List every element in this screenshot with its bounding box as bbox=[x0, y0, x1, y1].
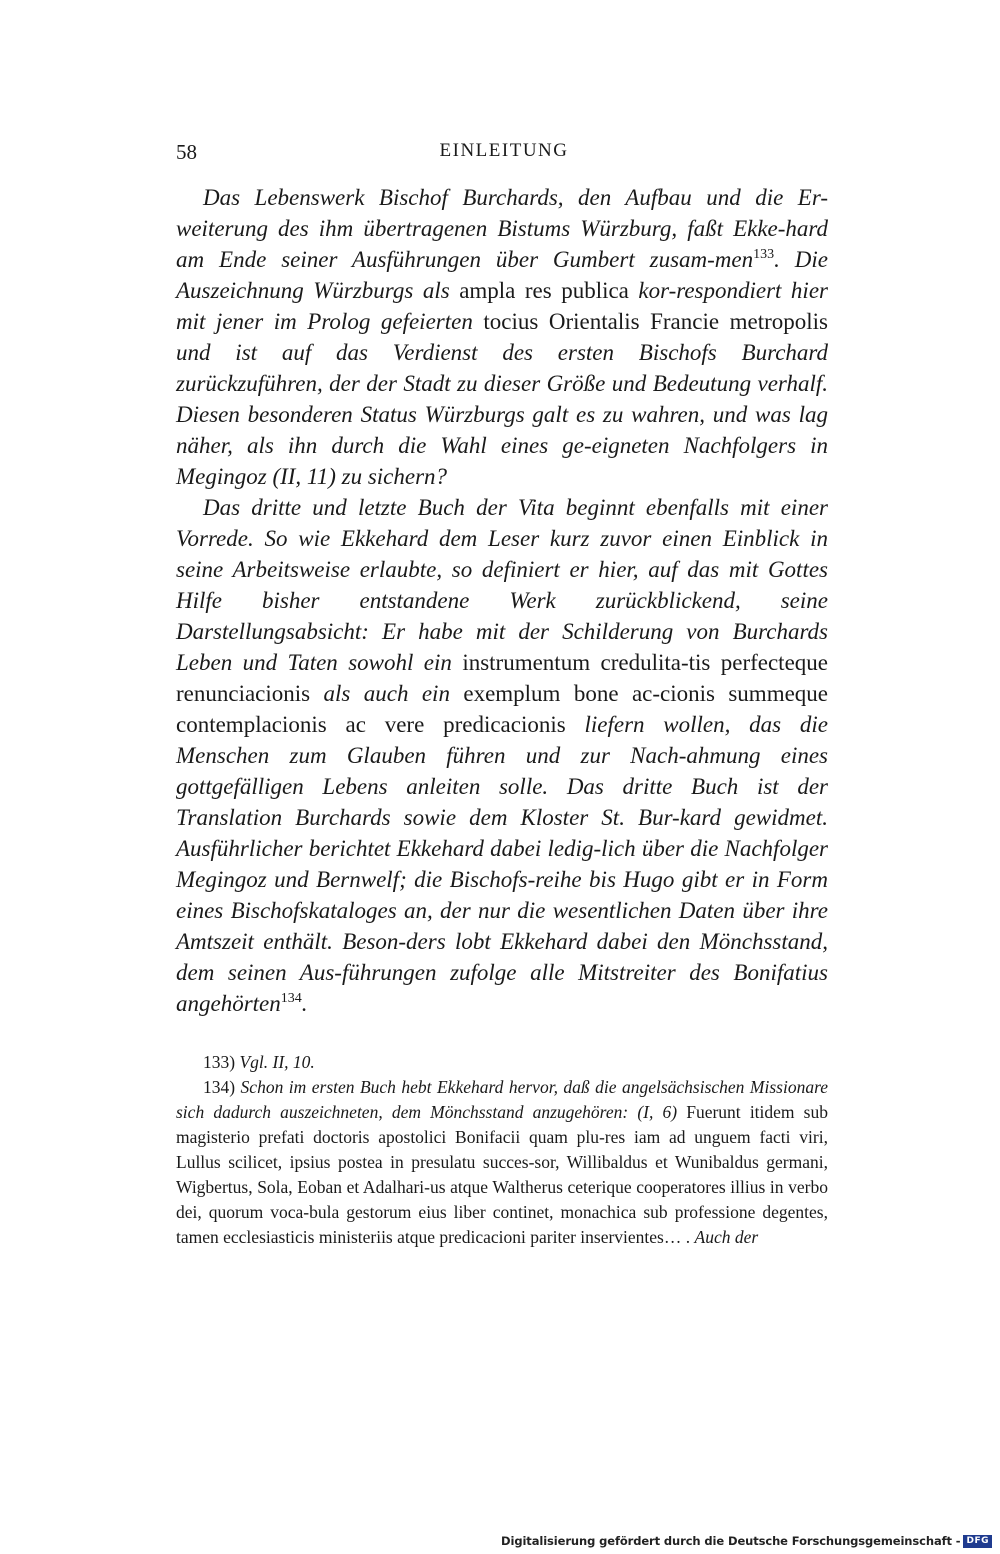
text-run: . bbox=[301, 991, 308, 1016]
text-run: kor-respondiert hier mit jener im Prolog gefeierten bbox=[176, 278, 828, 334]
main-text bbox=[176, 182, 828, 1019]
paragraph-1 bbox=[176, 182, 828, 492]
latin-quote: ampla res publica bbox=[459, 278, 629, 303]
footnote-text: Auch der bbox=[694, 1227, 759, 1247]
dfg-logo: DFG bbox=[963, 1535, 992, 1548]
footnote-number: 134) bbox=[203, 1077, 241, 1097]
digitization-credit bbox=[501, 1534, 992, 1548]
text-run: und ist auf das Verdienst des ersten Bischofs Burchard zurückzuführen, der der Stadt zu dieser Größe und Bedeutung verhalf. Diesen besonderen Status Würzburgs galt es zu wahren, und was lag näher, als ihn durch die Wahl eines ge-eigneten Nachfolgers in Megingoz (II, 11) zu sichern? bbox=[176, 340, 828, 489]
footnote-number: 133) bbox=[203, 1052, 240, 1072]
running-head: EINLEITUNG bbox=[439, 140, 569, 161]
text-run: liefern wollen, das die Menschen zum Glauben führen und zur Nach-ahmung eines gottgefälligen Lebens anleiten solle. Das dritte Buch ist der Translation Burchards sowie dem Kloster St. Bur-kard gewidmet. Ausführlicher berichtet Ekkehard dabei ledig-lich über die Nachfolger Megingoz und Bernwelf; die Bischofs-reihe bis Hugo gibt er in Form eines Bischofskataloges an, der nur die wesentlichen Daten über ihre Amtszeit enthält. Beson-ders lobt Ekkehard dabei den Mönchsstand, dem seinen Aus-führungen zufolge alle Mitstreiter des Bonifatius angehörten bbox=[176, 712, 829, 1016]
text-run: als auch ein bbox=[310, 681, 464, 706]
text-run: . Die Auszeichnung Würzburgs als bbox=[176, 247, 828, 303]
text-run: Das dritte und letzte Buch der Vita beginnt ebenfalls mit einer Vorrede. So wie Ekkehard dem Leser kurz zuvor einen Einblick in seine Arbeitsweise erlaubte, so definiert er hier, auf das mit Gottes Hilfe bisher entstandene Werk zurückblickend, seine Darstellungsabsicht: Er habe mit der Schilderung von Burchards Leben und Taten sowohl ein bbox=[176, 495, 828, 675]
footnote-text: Vgl. II, 10. bbox=[239, 1052, 315, 1072]
footnote-133 bbox=[176, 1050, 828, 1075]
paragraph-2 bbox=[176, 492, 828, 1019]
footnote-ref-133: 133 bbox=[753, 247, 775, 262]
page-number: 58 bbox=[176, 140, 197, 164]
latin-quote: exemplum bone ac-cionis summeque contemplacionis ac vere predicacionis bbox=[176, 681, 828, 737]
latin-quote: instrumentum credulita-tis perfecteque renunciacionis bbox=[176, 650, 828, 706]
latin-quote: tocius Orientalis Francie metropolis bbox=[483, 309, 828, 334]
latin-quote: Fuerunt itidem sub magisterio prefati doctoris apostolici Bonifacii quam plu-res iam ad unguem facti viri, Lullus scilicet, ipsius postea in presulatu succes-sor, Willibaldus et Wunibaldus germani, Wigbertus, Sola, Eoban et Adalhari-us atque Waltherus ceterique cooperatores illius in verbo dei, quorum voca-bula gestorum eius liber continet, monachica sub professione degentes, tamen ecclesiasticis ministeriis atque predicacioni pariter inservientes… . bbox=[176, 1102, 828, 1247]
footnote-134 bbox=[176, 1075, 828, 1250]
footnotes bbox=[176, 1050, 828, 1250]
footnote-ref-134: 134 bbox=[280, 991, 302, 1006]
footnote-text: Schon im ersten Buch hebt Ekkehard hervor, daß die angelsächsischen Missionare sich dadurch auszeichneten, dem Mönchsstand anzugehören: (I, 6) bbox=[176, 1077, 828, 1122]
text-run: Das Lebenswerk Bischof Burchards, den Aufbau und die Er-weiterung des ihm übertragenen Bistums Würzburg, faßt Ekke-hard am Ende seiner Ausführungen über Gumbert zusam-men bbox=[176, 185, 828, 272]
credit-text: Digitalisierung gefördert durch die Deutsche Forschungsgemeinschaft - bbox=[501, 1534, 961, 1548]
